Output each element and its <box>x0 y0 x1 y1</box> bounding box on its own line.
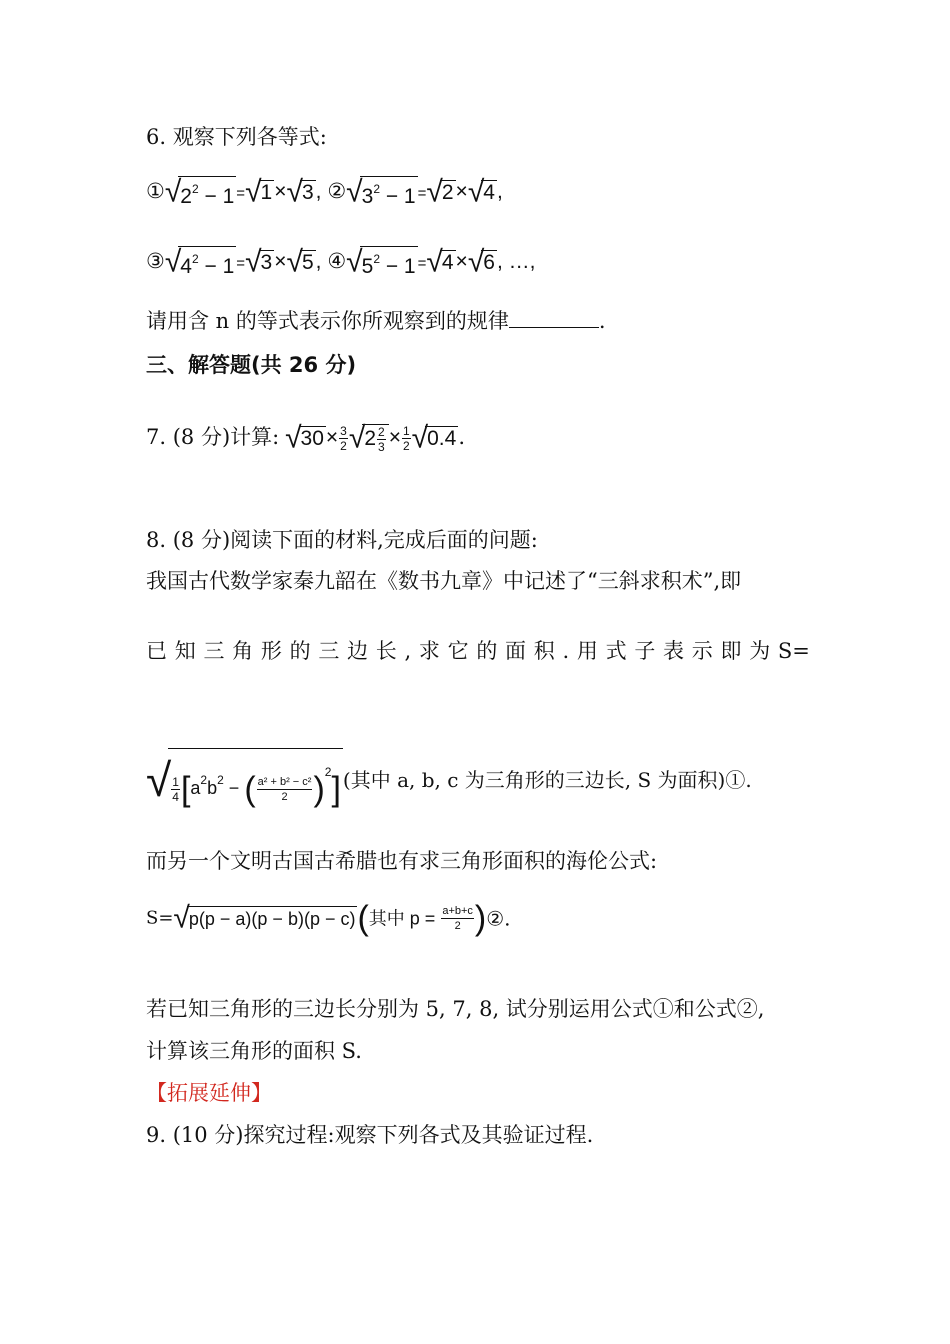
q6-title: 6. 观察下列各等式: <box>146 125 327 149</box>
word: , <box>404 639 412 663</box>
circle-2: ② <box>327 180 347 204</box>
radical: $√4^2 - 1$ <box>164 245 235 279</box>
word: 为 <box>749 639 771 663</box>
word: 子 <box>634 639 656 663</box>
word: 已 <box>146 639 167 663</box>
radical: √0.4 <box>411 421 457 455</box>
word: 的 <box>289 639 311 663</box>
q8-paragraph-1: 我国古代数学家秦九韶在《数书九章》中记述了“三斜求积术”,即 <box>146 569 742 593</box>
word: 边 <box>347 639 369 663</box>
fraction: $\frac{3}{2}$ <box>340 423 347 453</box>
fraction: $\frac{1}{2}$ <box>402 423 410 453</box>
radical: $√3^2 - 1$ <box>346 175 416 209</box>
radical: √ $\frac{1}{4}$ [$a^2b^2$ − ( $\frac{\text{a² + b² − c²}}{2}$ )$^2$] <box>146 748 343 812</box>
word: 它 <box>447 639 469 663</box>
word: 示 <box>691 639 713 663</box>
section-heading: 三、解答题(共 26 分) <box>146 353 357 377</box>
word: 形 <box>260 639 282 663</box>
radical: √3 <box>245 245 273 279</box>
q8-title: 8. (8 分)阅读下面的材料,完成后面的问题: <box>146 528 538 552</box>
radical: √4 <box>467 175 495 209</box>
word: 用 <box>576 639 598 663</box>
word: 三 <box>318 639 340 663</box>
formula-1: √ $\frac{1}{4}$ [$a^2b^2$ − ( $\frac{\text{a² + b² − c²}}{2}$ )$^2$] (其中 a, b, c 为三角形的三边长, S 为面积)①. <box>146 748 752 812</box>
radical: √1 <box>245 175 273 209</box>
word: 表 <box>663 639 685 663</box>
q6-prompt: 请用含 n 的等式表示你所观察到的规律 . <box>146 309 606 333</box>
q8-paragraph-4: 若已知三角形的三边长分别为 5, 7, 8, 试分别运用公式①和公式②, <box>146 997 765 1021</box>
word: 三 <box>203 639 225 663</box>
radical: √2 <box>426 175 454 209</box>
formula-2: S=√p(p − a)(p − b)(p − c)(其中 p = $\frac{a+b+c}{2}$ )②. <box>146 899 511 938</box>
word: 积 <box>533 639 555 663</box>
q8-paragraph-2 <box>146 636 810 666</box>
word: 知 <box>174 639 196 663</box>
radical: √3 <box>286 175 314 209</box>
q8-paragraph-5: 计算该三角形的面积 S. <box>146 1039 362 1063</box>
circle-1: ① <box>146 180 165 204</box>
q8-paragraph-3: 而另一个文明古国古希腊也有求三角形面积的海伦公式: <box>146 849 658 873</box>
circle-3: ③ <box>146 250 165 274</box>
word: 式 <box>605 639 627 663</box>
word: 求 <box>418 639 440 663</box>
word: 面 <box>505 639 527 663</box>
radical: √6 <box>467 245 495 279</box>
radical: √2 $\frac{2}{3}$ <box>349 423 389 453</box>
q9-title: 9. (10 分)探究过程:观察下列各式及其验证过程. <box>146 1123 594 1147</box>
q7-line: 7. (8 分)计算: √30× $\frac{3}{2}$ √2 $\frac{2}{3}$ × $\frac{1}{2}$ √0.4. <box>146 421 465 455</box>
answer-blank[interactable] <box>509 307 599 328</box>
word: 即 <box>720 639 742 663</box>
word: 的 <box>476 639 498 663</box>
radical: √30 <box>285 421 324 455</box>
word: 角 <box>232 639 254 663</box>
q6-row1: $①√2^2 - 1 =√1\times√3$, $②√3^2 - 1 =√2\times√4$, <box>146 175 503 209</box>
word: S= <box>777 639 810 663</box>
radical: √p(p − a)(p − b)(p − c) <box>173 901 356 935</box>
circle-4: ④ <box>327 250 347 274</box>
radical: $√2^2 - 1$ <box>164 175 235 209</box>
radical: $√5^2 - 1$ <box>346 245 416 279</box>
word: 长 <box>375 639 397 663</box>
extension-heading: 【拓展延伸】 <box>146 1081 272 1105</box>
word: . <box>562 639 570 663</box>
radical: √4 <box>426 245 454 279</box>
radical: √5 <box>286 245 314 279</box>
q6-row2: $③√4^2 - 1 =√3\times√5$, $④√5^2 - 1 =√4\times√6$, …, <box>146 245 536 279</box>
